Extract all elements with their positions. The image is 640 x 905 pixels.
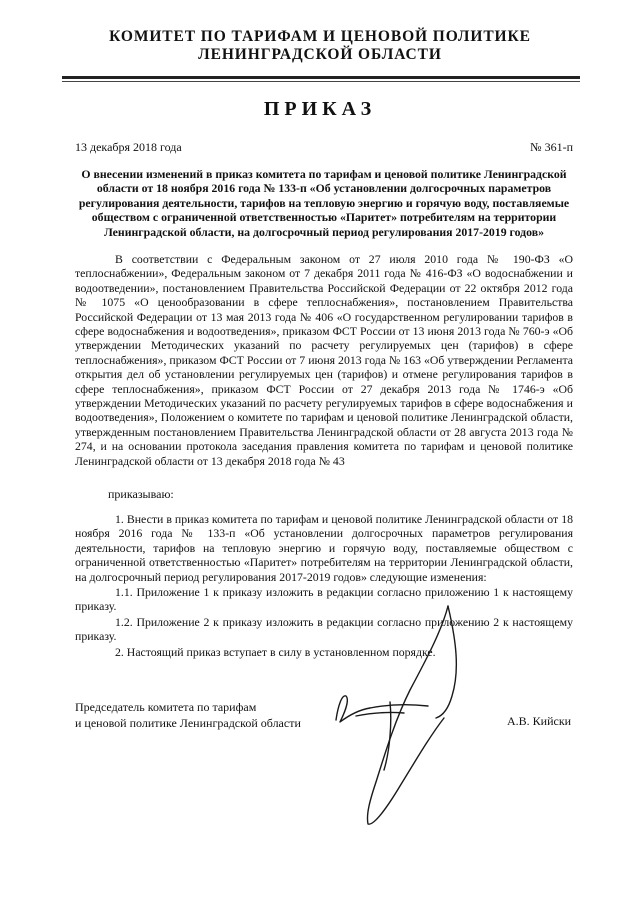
organization-name-line1: КОМИТЕТ ПО ТАРИФАМ И ЦЕНОВОЙ ПОЛИТИКЕ [109, 28, 531, 45]
handwritten-signature [330, 600, 470, 830]
item-1-1: 1.1. Приложение 1 к приказу изложить в редакции согласно приложению 1 к настоящему приказу. [75, 585, 573, 614]
signer-title [75, 699, 301, 731]
document-type: ПРИКАЗ [263, 98, 377, 120]
organization-name-line2: ЛЕНИНГРАДСКОЙ ОБЛАСТИ [198, 46, 442, 63]
document-title: О внесении изменений в приказ комитета по тарифам и ценовой политике Ленинградской области от 18 ноября 2016 года № 133-п «Об установлении долгосрочных параметров регулирования деятельности, тарифов на тепловую энергию и горячую воду, поставляемые обществом с ограниченной ответственностью «Паритет» потребителям на территории Ленинградской области, на долгосрочный период регулирования 2017-2019 годов» [78, 167, 570, 239]
item-1: 1. Внести в приказ комитета по тарифам и ценовой политике Ленинградской области от 18 ноября 2016 года № 133-п «Об установлении долгосрочных параметров регулирования деятельности, тарифов на тепловую энергию и горячую воду, поставляемые обществом с ограниченной ответственностью «Паритет» потребителям на территории Ленинградской области, на долгосрочный период регулирования 2017-2019 годов» следующие изменения: [75, 512, 573, 584]
signer-title-line2: и ценовой политике Ленинградской области [75, 716, 301, 730]
header-rule-thin [62, 81, 580, 82]
date-number-row [75, 140, 573, 155]
document-date: 13 декабря 2018 года [75, 140, 182, 154]
decree-word: приказываю: [108, 487, 174, 501]
header-rule-thick [62, 76, 580, 79]
preamble-paragraph: В соответствии с Федеральным законом от 27 июля 2010 года № 190-ФЗ «О теплоснабжении», Федеральным законом от 7 декабря 2011 года № 416-ФЗ «О водоснабжении и водоотведении», постановлением Правительства Российской Федерации от 22 октября 2012 года № 1075 «О ценообразовании в сфере теплоснабжения», постановлением Правительства Российской Федерации от 13 мая 2013 года № 406 «О государственном регулировании тарифов в сфере водоснабжения и водоотведения», приказом ФСТ России от 13 июня 2013 года № 760-э «Об утверждении Методических указаний по расчету регулируемых цен (тарифов) в сфере теплоснабжения», приказом ФСТ России от 7 июня 2013 года № 163 «Об утверждении Регламента открытия дел об установлении регулируемых цен (тарифов) и отмене регулирования тарифов в сфере теплоснабжения», приказом ФСТ России от 27 декабря 2013 года № 1746-э «Об утверждении Методических указаний по расчету регулируемых тарифов в сфере водоснабжения и водоотведения», Положением о комитете по тарифам и ценовой политике Ленинградской области, утвержденным постановлением Правительства Ленинградской области от 28 августа 2013 года № 274, и на основании протокола заседания правления комитета по тарифам и ценовой политике Ленинградской области от 13 декабря 2018 года № 43 [75, 252, 573, 468]
document-number: № 361-п [530, 140, 573, 154]
item-2: 2. Настоящий приказ вступает в силу в установленном порядке. [115, 645, 436, 659]
signer-name: А.В. Кийски [507, 714, 572, 728]
signer-title-line1: Председатель комитета по тарифам [75, 700, 257, 714]
organization-name [60, 28, 580, 64]
item-1-2: 1.2. Приложение 2 к приказу изложить в редакции согласно приложению 2 к настоящему приказу. [75, 615, 573, 644]
